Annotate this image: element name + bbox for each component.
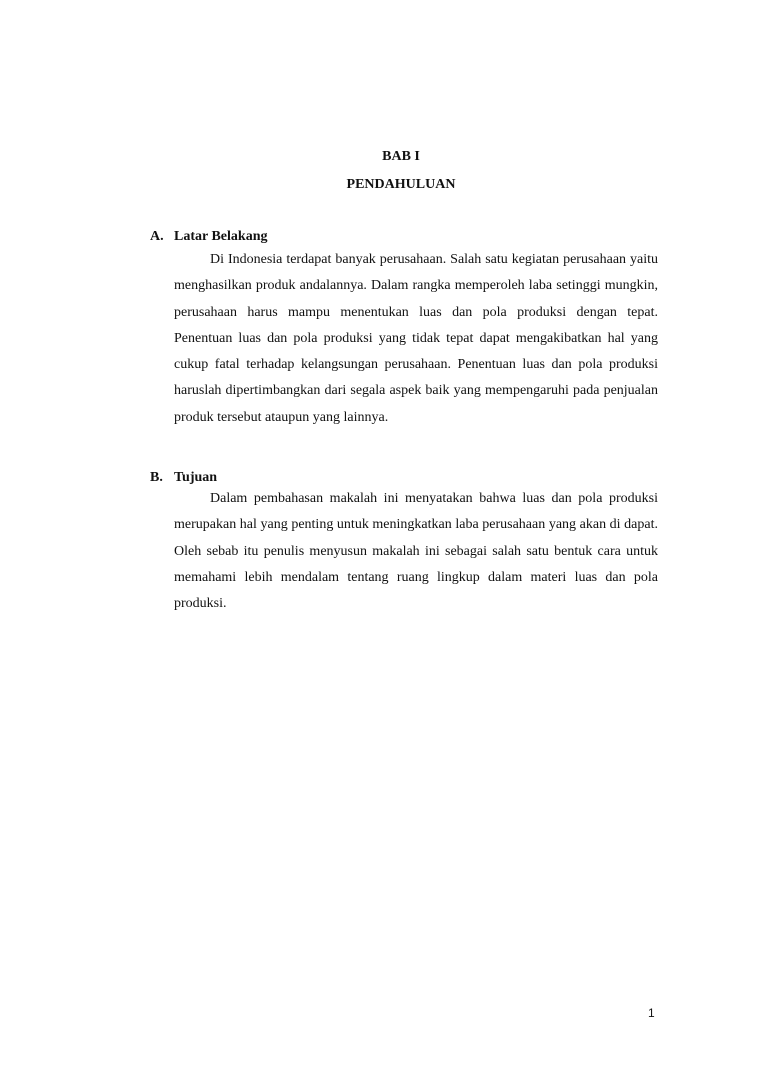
- section-a-paragraph: Di Indonesia terdapat banyak perusahaan. Salah satu kegiatan perusahaan yaitu menghasilkan produk andalannya. Dalam rangka memperoleh laba setinggi mungkin, perusahaan harus mampu menentukan luas dan pola produksi dengan tepat. Penentuan luas dan pola produksi yang tidak tepat dapat mengakibatkan hal yang cukup fatal terhadap kelangsungan perusahaan. Penentuan luas dan pola produksi haruslah dipertimbangkan dari segala aspek baik yang mempengaruhi pada penjualan produk tersebut ataupun yang lainnya.: [174, 252, 658, 425]
- chapter-title: PENDAHULUAN: [346, 177, 456, 192]
- section-b-heading: [150, 469, 217, 487]
- page-number: 1: [648, 1006, 655, 1020]
- section-b-title: Tujuan: [174, 470, 218, 485]
- chapter-number: BAB I: [382, 149, 420, 164]
- section-b-letter: B.: [150, 470, 163, 485]
- section-a-letter: A.: [150, 229, 164, 244]
- section-b-paragraph: Dalam pembahasan makalah ini menyatakan bahwa luas dan pola produksi merupakan hal yang penting untuk meningkatkan laba perusahaan yang akan di dapat. Oleh sebab itu penulis menyusun makalah ini sebagai salah satu bentuk cara untuk memahami lebih mendalam tentang ruang lingkup dalam materi luas dan pola produksi.: [174, 491, 658, 612]
- section-a-heading: [150, 228, 267, 246]
- section-a-title: Latar Belakang: [174, 229, 268, 244]
